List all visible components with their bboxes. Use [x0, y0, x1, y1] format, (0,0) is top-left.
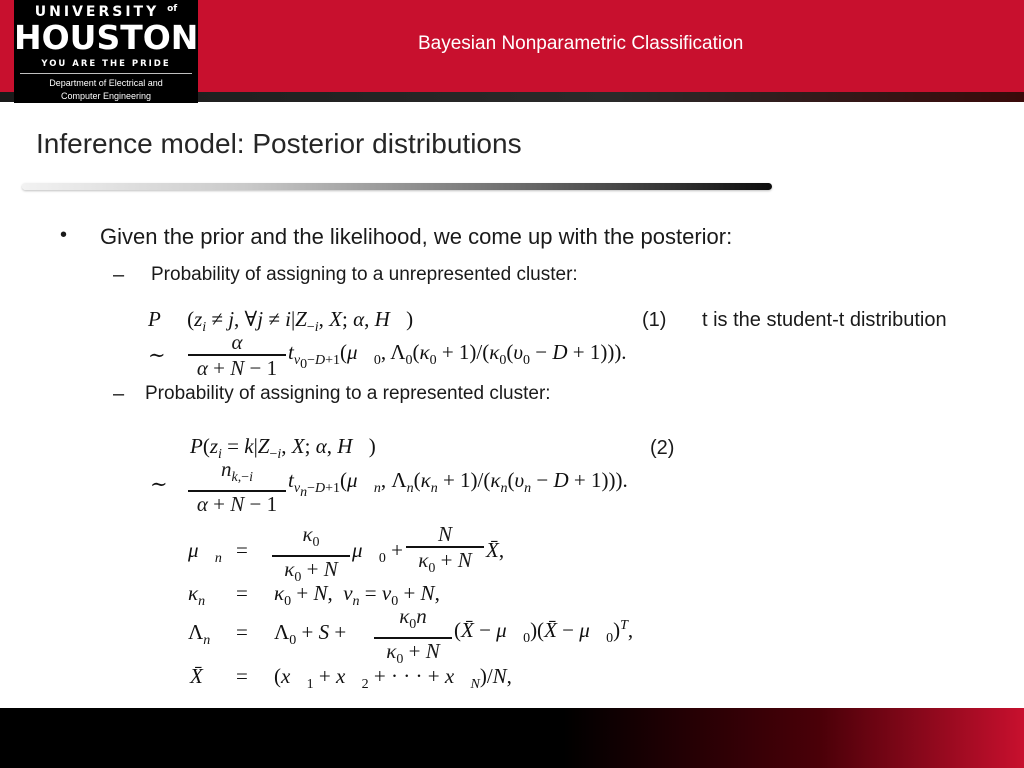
- sub-bullet-unrepresented: Probability of assigning to a unrepresented cluster:: [151, 264, 578, 285]
- update-mu-frac-2: N $\kappa_0 + N$: [406, 522, 484, 581]
- update-lambda-eq: =: [236, 620, 248, 644]
- equation-2-sim: ∼: [150, 472, 168, 496]
- bullet-text: Given the prior and the likelihood, we come up with the posterior:: [100, 224, 733, 249]
- sub-bullet-marker-2: –: [113, 383, 125, 405]
- update-mu-eq: =: [236, 538, 248, 562]
- equation-2-rhs: $t_{v_n-D+1}(\mu⃗_n$, $\Lambda_n(\kappa_n + 1)/(\kappa_n(\upsilon_n - D + 1))$).: [288, 468, 628, 500]
- update-xbar-eq: =: [236, 664, 248, 688]
- logo-of-word: of: [167, 4, 178, 14]
- bullet-marker: •: [60, 224, 68, 246]
- equation-1-label: (1): [642, 309, 667, 331]
- equation-1-lhs: P ($z_i \ne j$, ∀j ≠ $i|Z_{-i}$, X; α, H⃗): [148, 307, 414, 336]
- equation-2-fraction: $n_{k,-i}$ α + N − 1: [188, 457, 286, 516]
- logo-divider: [20, 73, 192, 74]
- sub-bullet-marker-1: –: [113, 264, 125, 286]
- update-lambda-term: $\Lambda_0 + S$ +: [274, 620, 347, 649]
- student-t-note: t is the student-t distribution: [702, 309, 947, 331]
- update-xbar-lhs: X̄: [190, 664, 203, 688]
- update-xbar-rhs: ($x⃗_1$ + $x⃗_2$ + · · · + $x⃗_N)/N$,: [274, 664, 512, 693]
- update-kappa-rhs: $\kappa_0 + N$, $\nu_n = \nu_0 + N$,: [274, 581, 440, 610]
- update-lambda-lhs: $\Lambda_n$: [188, 620, 211, 649]
- logo-department: [14, 77, 198, 103]
- update-mu-lhs: $\mu⃗_n$: [188, 538, 222, 567]
- equation-2-label: (2): [650, 437, 675, 459]
- update-mu-frac-1: $\kappa_0$ $\kappa_0 + N$: [272, 522, 350, 590]
- footer-bar: [0, 708, 1024, 768]
- equation-1-rhs: $t_{v_0-D+1}(\mu⃗_0$, $\Lambda_0(\kappa_0 + 1)/(\kappa_0(\upsilon_0 - D + 1))$).: [288, 340, 627, 372]
- update-kappa-eq: =: [236, 581, 248, 605]
- update-mu-term-2: X̄,: [486, 538, 505, 562]
- department-line-1: Department of Electrical and: [49, 78, 163, 88]
- logo-tagline: YOU ARE THE PRIDE: [41, 59, 171, 69]
- update-kappa-lhs: $\kappa_n$: [188, 581, 206, 610]
- university-logo: [14, 0, 198, 103]
- logo-houston-text: HOUSTON: [14, 18, 199, 57]
- equation-1-fraction: α α + N − 1: [188, 330, 286, 380]
- update-mu-term-1: $\mu⃗_0$ +: [352, 538, 403, 567]
- title-underline: [22, 183, 772, 190]
- update-lambda-rhs: (X̄ − $\mu⃗_0)(X̄$ − $\mu⃗_0)^T$,: [454, 618, 634, 647]
- header-title: Bayesian Nonparametric Classification: [418, 33, 744, 54]
- sub-bullet-represented: Probability of assigning to a represented cluster:: [145, 383, 551, 404]
- department-line-2: Computer Engineering: [60, 91, 152, 101]
- logo-university-word: UNIVERSITY: [34, 4, 160, 20]
- update-lambda-frac: $\kappa_0n$ $\kappa_0 + N$: [374, 604, 452, 672]
- equation-1-sim: ∼: [148, 343, 166, 367]
- slide-title: Inference model: Posterior distributions: [36, 128, 522, 159]
- equation-2-lhs: $P(z_i = k|Z_{-i}$, X; α, H⃗): [190, 434, 376, 463]
